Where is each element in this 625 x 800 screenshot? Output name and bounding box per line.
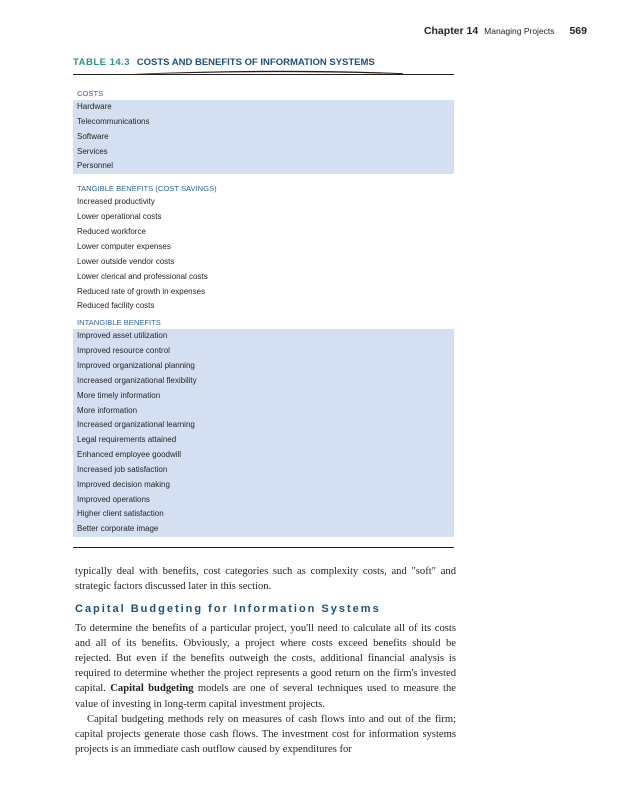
table-number: TABLE 14.3	[73, 57, 131, 68]
table-name: COSTS AND BENEFITS OF INFORMATION SYSTEMS	[136, 57, 375, 68]
paragraph-2: Capital budgeting methods rely on measures of cash flows into and out of the firm; capital projects generate those cash flows. The investment cost for information systems projects is an immediate cash outflow caused by expenditures for	[75, 713, 456, 756]
table-row: Better corporate image	[77, 524, 159, 534]
table-row: More timely information	[77, 390, 161, 400]
table-row: Increased organizational flexibility	[77, 375, 197, 385]
table-row: Improved organizational planning	[77, 361, 195, 371]
paragraph-1-text-b: models are one of several techniques used to measure the value of investing in long-term capital investment projects.	[75, 683, 456, 710]
table-row: Enhanced employee goodwill	[77, 450, 182, 460]
page-number: 569	[569, 25, 587, 37]
running-head	[424, 25, 587, 37]
costs-benefits-table	[73, 57, 454, 548]
table-bottom-rule	[73, 547, 454, 548]
table-row: Lower clerical and professional costs	[77, 271, 208, 281]
table-row: Improved operations	[77, 494, 150, 504]
table-row: Legal requirements attained	[77, 435, 177, 445]
table-row: Increased productivity	[77, 197, 155, 207]
chapter-label: Chapter 14	[423, 25, 479, 37]
tangible-benefits-rows	[73, 195, 454, 314]
intangible-benefits-rows	[73, 329, 454, 537]
costs-rows	[73, 100, 454, 174]
title-swoosh-rule	[73, 69, 454, 76]
intro-paragraph: typically deal with benefits, cost categories such as complexity costs, and "soft" and strategic factors discussed later in this section.	[75, 566, 456, 593]
section-label: Managing Projects	[484, 26, 555, 36]
table-row: More information	[77, 405, 138, 415]
paragraph-1	[75, 621, 456, 712]
group-label-intangible-benefits: INTANGIBLE BENEFITS	[77, 318, 161, 328]
group-label-costs: COSTS	[77, 89, 104, 98]
body-text	[75, 564, 456, 757]
paragraph-1-text-a: To determine the benefits of a particular project, you'll need to calculate all of its costs and all of its benefits. Obviously, a project where costs exceed benefits should be rejected. But even if the benefits outweigh the costs, additional financial analysis is required to determine whether the project represents a good return on the firm's invested capital.	[75, 622, 456, 695]
table-row: Reduced facility costs	[77, 301, 155, 311]
key-term-capital-budgeting: Capital budgeting	[110, 683, 194, 695]
table-title	[73, 57, 454, 68]
section-heading: Capital Budgeting for Information Systems	[75, 603, 381, 616]
table-row: Lower computer expenses	[77, 241, 171, 251]
table-row: Reduced rate of growth in expenses	[77, 286, 206, 296]
table-row: Improved asset utilization	[77, 331, 168, 341]
table-row: Personnel	[77, 161, 114, 171]
table-row: Reduced workforce	[77, 227, 146, 236]
table-row: Higher client satisfaction	[77, 509, 164, 519]
table-row: Lower outside vendor costs	[77, 256, 175, 266]
table-row: Increased job satisfaction	[77, 464, 168, 474]
table-row: Increased organizational learning	[77, 420, 195, 430]
table-row: Improved resource control	[77, 346, 170, 356]
table-row: Software	[77, 131, 109, 141]
table-row: Hardware	[77, 102, 112, 111]
table-row: Improved decision making	[77, 479, 170, 489]
table-row: Telecommunications	[77, 116, 150, 126]
table-row: Lower operational costs	[77, 212, 162, 222]
group-label-tangible-benefits: TANGIBLE BENEFITS (COST SAVINGS)	[77, 184, 217, 194]
table-row: Services	[77, 146, 108, 156]
